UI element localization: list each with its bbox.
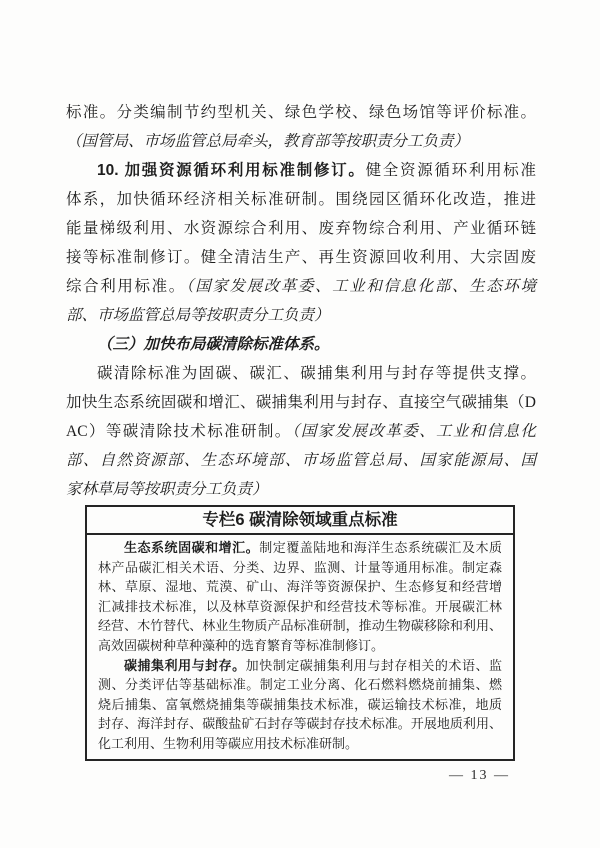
text-segment-kaiti: 部、自然资源部、生态环境部、市场监管总局、国家能源局、国	[66, 452, 536, 469]
text-line	[98, 734, 502, 754]
column-box-body	[87, 535, 513, 759]
document-body	[66, 98, 536, 504]
text-segment-kaiti-bold: （三）加快布局碳清除标准体系。	[97, 336, 330, 353]
text-line	[66, 475, 536, 504]
text-segment-normal: 化工利用、生物利用等碳应用技术标准研制。	[98, 735, 359, 751]
text-line	[66, 330, 536, 359]
text-segment-normal: 综合利用标准。	[66, 278, 186, 295]
text-segment-normal: AC）等碳清除技术标准研制。	[66, 423, 292, 440]
page-number: — 13 —	[449, 768, 510, 783]
text-line	[98, 695, 502, 715]
text-segment-normal: 能量梯级利用、水资源综合利用、废弃物综合利用、产业循环链	[66, 220, 536, 237]
text-segment-normal: 林、草原、湿地、荒漠、矿山、海洋等资源保护、生态修复和经营增	[98, 579, 502, 595]
column-box-title: 专栏6 碳清除领域重点标准	[87, 507, 513, 535]
text-line	[66, 446, 536, 475]
text-segment-kaiti: （国家发展改革委、工业和信息化	[291, 423, 536, 440]
text-line	[66, 272, 536, 301]
text-segment-kaiti: 部、市场监管总局等按职责分工负责）	[66, 307, 330, 324]
text-line	[98, 616, 502, 636]
text-segment-normal: 接等标准制修订。健全清洁生产、再生资源回收利用、大宗固废	[66, 249, 536, 266]
text-segment-normal: 汇减排技术标准，以及林草资源保护和经营技术等标准。开展碳汇林	[98, 598, 502, 614]
text-line	[66, 388, 536, 417]
text-line	[98, 577, 502, 597]
text-segment-kaiti: （国管局、市场监管总局牵头，教育部等按职责分工负责）	[66, 133, 470, 150]
text-line	[66, 359, 536, 388]
text-segment-normal: 体系，加快循环经济相关标准研制。围绕园区循环化改造，推进	[66, 191, 536, 208]
text-line	[98, 538, 502, 558]
text-segment-normal: 高效固碳树种草种藻种的选育繁育等标准制修订。	[98, 637, 385, 653]
column-box	[85, 505, 515, 761]
text-line	[98, 636, 502, 656]
text-segment-heiti: 碳捕集利用与封存。	[124, 657, 246, 673]
text-segment-normal: 经营、木竹替代、林业生物质产品标准研制，推动生物碳移除和利用、	[98, 618, 502, 634]
text-line	[66, 214, 536, 243]
text-segment-normal: 测、分类评估等基础标准。制定工业分离、化石燃料燃烧前捕集、燃	[98, 677, 502, 693]
text-line	[66, 98, 536, 127]
text-line	[66, 156, 536, 185]
text-line	[66, 185, 536, 214]
text-segment-normal: 烧后捕集、富氧燃烧捕集等碳捕集技术标准，碳运输技术标准，地质	[98, 696, 502, 712]
text-segment-normal: 健全资源循环利用标准	[365, 162, 536, 179]
text-segment-normal: 加快生态系统固碳和增汇、碳捕集利用与封存、直接空气碳捕集（D	[66, 394, 536, 411]
text-line	[98, 675, 502, 695]
text-line	[66, 301, 536, 330]
text-segment-normal: 林产品碳汇相关术语、分类、边界、监测、计量等通用标准。制定森	[98, 559, 502, 575]
text-segment-normal: 标准。分类编制节约型机关、绿色学校、绿色场馆等评价标准。	[66, 104, 536, 121]
text-line	[66, 417, 536, 446]
text-segment-normal: 封存、海洋封存、碳酸盐矿石封存等碳封存技术标准。开展地质利用、	[98, 716, 502, 732]
text-line	[66, 127, 536, 156]
text-segment-kaiti: （国家发展改革委、工业和信息化部、生态环境	[185, 278, 536, 295]
text-segment-heiti: 10. 加强资源循环利用标准制修订。	[97, 162, 366, 179]
text-line	[98, 597, 502, 617]
text-line	[66, 243, 536, 272]
text-line	[98, 714, 502, 734]
text-line	[98, 656, 502, 676]
text-segment-kaiti: 家林草局等按职责分工负责）	[66, 481, 268, 498]
text-segment-normal: 加快制定碳捕集利用与封存相关的术语、监	[245, 657, 502, 673]
text-segment-normal: 碳清除标准为固碳、碳汇、碳捕集利用与封存等提供支撑。	[97, 365, 536, 382]
text-segment-normal: 制定覆盖陆地和海洋生态系统碳汇及木质	[259, 540, 502, 555]
text-line	[98, 558, 502, 578]
text-segment-heiti: 生态系统固碳和增汇。	[124, 540, 260, 555]
